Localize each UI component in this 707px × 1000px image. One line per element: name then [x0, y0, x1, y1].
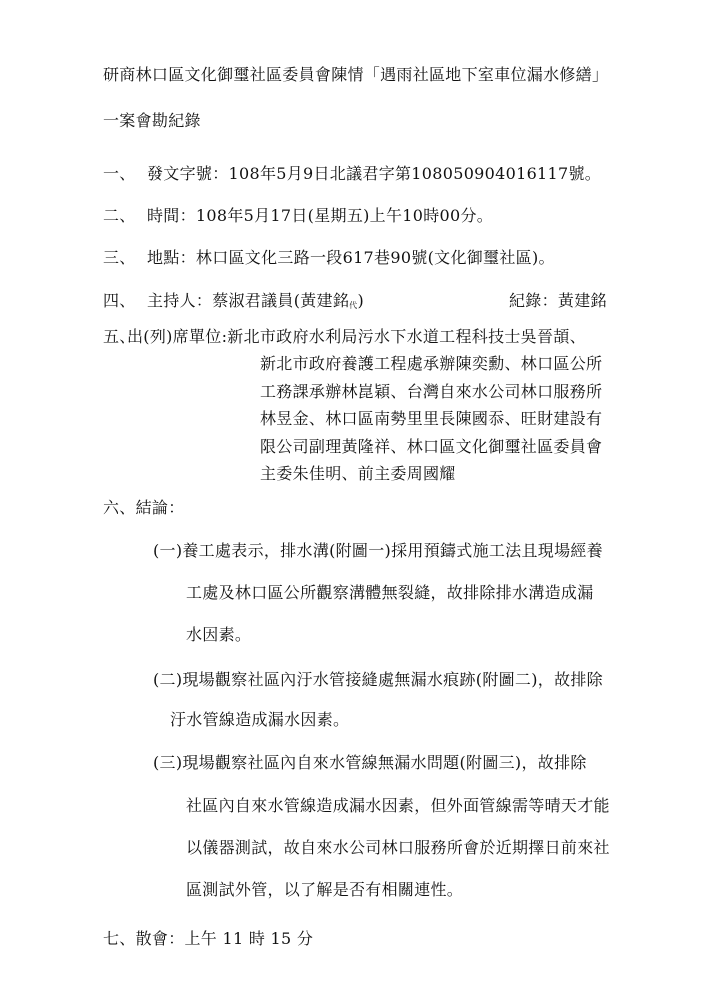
document-title-line2: 一案會勘紀錄	[103, 111, 201, 130]
item-attendees	[103, 326, 586, 348]
conclusion-1-line: (一)養工處表示，排水溝(附圖一)採用預鑄式施工法且現場經養	[153, 541, 603, 560]
document-title-line1: 研商林口區文化御璽社區委員會陳情「遇雨社區地下室車位漏水修繕」	[103, 65, 609, 84]
conclusion-2-line: 汙水管線造成漏水因素。	[170, 710, 350, 729]
conclusion-1-line: 工處及林口區公所觀察溝體無裂縫，故排除排水溝造成漏	[186, 583, 594, 602]
item-number: 四、	[103, 291, 136, 310]
conclusion-3-line: 社區內自來水管線造成漏水因素，但外面管線需等晴天才能	[186, 796, 610, 815]
recorder: 紀錄：黃建銘	[509, 291, 607, 310]
item-number: 二、	[103, 206, 136, 225]
item-number: 三、	[103, 248, 136, 267]
stamp-mark: 代	[349, 301, 358, 310]
item-text: 時間：108年5月17日(星期五)上午10時00分。	[147, 206, 494, 225]
attendees-line: 林昱金、林口區南勢里里長陳國忝、旺財建設有	[260, 409, 603, 428]
conclusion-3-line: (三)現場觀察社區內自來水管線無漏水問題(附圖三)，故排除	[153, 753, 587, 772]
attendees-line: 工務課承辦林崑穎、台灣自來水公司林口服務所	[260, 382, 603, 401]
item-text: 地點：林口區文化三路一段617巷90號(文化御璽社區)。	[147, 248, 555, 267]
conclusion-heading: 六、結論：	[103, 498, 185, 517]
item-host	[103, 290, 364, 315]
conclusion-3-line: 區測試外管，以了解是否有相關連性。	[186, 880, 464, 899]
item-text: 主持人：蔡淑君議員(黃建銘	[147, 291, 350, 310]
attendees-line: 主委朱佳明、前主委周國耀	[260, 464, 456, 483]
conclusion-3-line: 以儀器測試，故自來水公司林口服務所會於近期擇日前來社	[186, 838, 610, 857]
item-text: 出(列)席單位:新北市政府水利局污水下水道工程科技士吳晉頡、	[127, 327, 586, 346]
item-text-close: )	[357, 291, 365, 310]
conclusion-2-line: (二)現場觀察社區內汙水管接縫處無漏水痕跡(附圖二)，故排除	[153, 670, 603, 689]
item-number: 一、	[103, 164, 136, 183]
item-location	[103, 247, 555, 269]
attendees-line: 限公司副理黃隆祥、林口區文化御璽社區委員會	[260, 437, 603, 456]
item-time	[103, 205, 493, 227]
item-document-number	[103, 163, 601, 185]
attendees-line: 新北市政府養護工程處承辦陳奕勳、林口區公所	[260, 354, 603, 373]
item-number: 五、	[103, 327, 136, 346]
adjourn-line: 七、散會：上午 11 時 15 分	[103, 929, 314, 948]
conclusion-1-line: 水因素。	[186, 625, 252, 644]
item-text: 發文字號：108年5月9日北議君字第108050904016117號。	[147, 164, 602, 183]
